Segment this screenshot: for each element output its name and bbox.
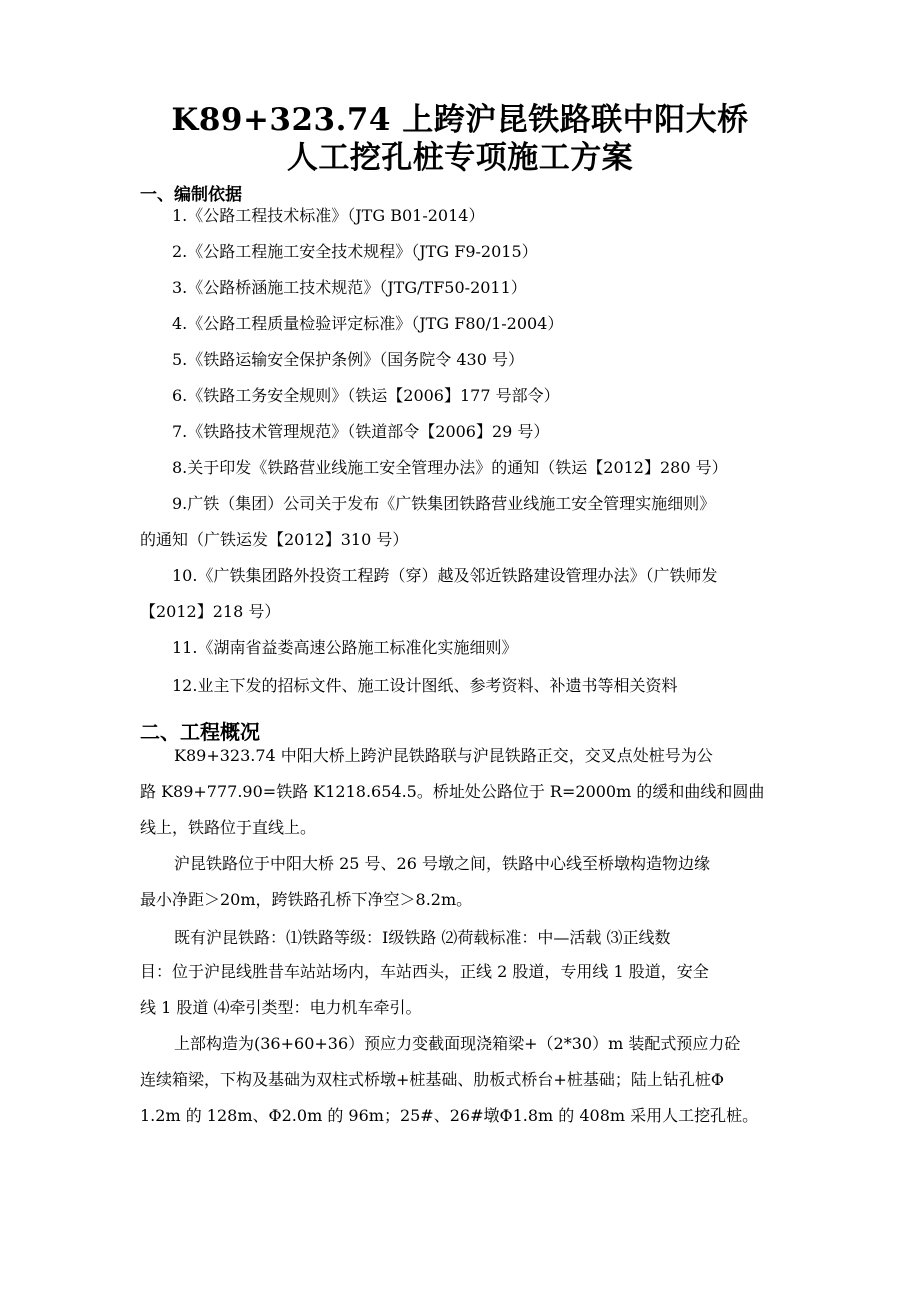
reference-item: 8.关于印发《铁路营业线施工安全管理办法》的通知（铁运【2012】280 号） xyxy=(172,458,728,477)
reference-item: 6.《铁路工务安全规则》（铁运【2006】177 号部令） xyxy=(172,386,560,405)
section-heading-overview: 二、工程概况 xyxy=(140,720,260,744)
overview-paragraph-3-line2: 目：位于沪昆线胜昔车站站场内，车站西头，正线 2 股道，专用线 1 股道，安全 xyxy=(140,962,709,981)
document-title-line1: K89+323.74 上跨沪昆铁路联中阳大桥 xyxy=(171,102,749,138)
reference-item-10-line1: 10.《广铁集团路外投资工程跨（穿）越及邻近铁路建设管理办法》（广铁师发 xyxy=(172,566,718,585)
overview-paragraph-1-line1: K89+323.74 中阳大桥上跨沪昆铁路联与沪昆铁路正交，交叉点处桩号为公 xyxy=(174,746,713,765)
reference-item-9-line1: 9.广铁（集团）公司关于发布《广铁集团铁路营业线施工安全管理实施细则》 xyxy=(172,494,716,513)
reference-item-11: 11.《湖南省益娄高速公路施工标准化实施细则》 xyxy=(172,638,518,657)
overview-paragraph-2-line2: 最小净距＞20m，跨铁路孔桥下净空＞8.2m。 xyxy=(140,890,473,909)
overview-paragraph-3-line3: 线 1 股道 ⑷牵引类型：电力机车牵引。 xyxy=(140,998,422,1017)
reference-item: 4.《公路工程质量检验评定标准》（JTG F80/1-2004） xyxy=(172,314,564,333)
overview-paragraph-2-line1: 沪昆铁路位于中阳大桥 25 号、26 号墩之间，铁路中心线至桥墩构造物边缘 xyxy=(174,854,710,873)
overview-paragraph-4-line2: 连续箱梁，下构及基础为双柱式桥墩+桩基础、肋板式桥台+桩基础；陆上钻孔桩Φ xyxy=(140,1070,724,1089)
overview-paragraph-4-line3: 1.2m 的 128m、Φ2.0m 的 96m；25#、26#墩Φ1.8m 的 408m 采用人工挖孔桩。 xyxy=(140,1106,759,1125)
reference-item-10-line2: 【2012】218 号） xyxy=(140,602,281,621)
section-heading-basis: 一、编制依据 xyxy=(140,185,242,205)
reference-item-9-line2: 的通知（广铁运发【2012】310 号） xyxy=(140,530,409,549)
reference-item: 1.《公路工程技术标准》（JTG B01-2014） xyxy=(172,206,485,225)
reference-item: 3.《公路桥涵施工技术规范》（JTG/TF50-2011） xyxy=(172,278,527,297)
reference-item: 7.《铁路技术管理规范》（铁道部令【2006】29 号） xyxy=(172,422,550,441)
overview-paragraph-1-line3: 线上，铁路位于直线上。 xyxy=(140,818,317,837)
reference-item-12: 12.业主下发的招标文件、施工设计图纸、参考资料、补遗书等相关资料 xyxy=(172,676,678,695)
overview-paragraph-4-line1: 上部构造为(36+60+36）预应力变截面现浇箱梁+（2*30）m 装配式预应力砼 xyxy=(174,1034,741,1053)
document-title-line2: 人工挖孔桩专项施工方案 xyxy=(286,140,634,176)
overview-paragraph-3-line1: 既有沪昆铁路：⑴铁路等级：Ⅰ级铁路 ⑵荷载标准：中—活载 ⑶正线数 xyxy=(174,928,671,947)
reference-item: 2.《公路工程施工安全技术规程》（JTG F9-2015） xyxy=(172,242,538,261)
overview-paragraph-1-line2: 路 K89+777.90=铁路 K1218.654.5。桥址处公路位于 R=2000m 的缓和曲线和圆曲 xyxy=(140,782,765,801)
reference-item: 5.《铁路运输安全保护条例》（国务院令 430 号） xyxy=(172,350,524,369)
